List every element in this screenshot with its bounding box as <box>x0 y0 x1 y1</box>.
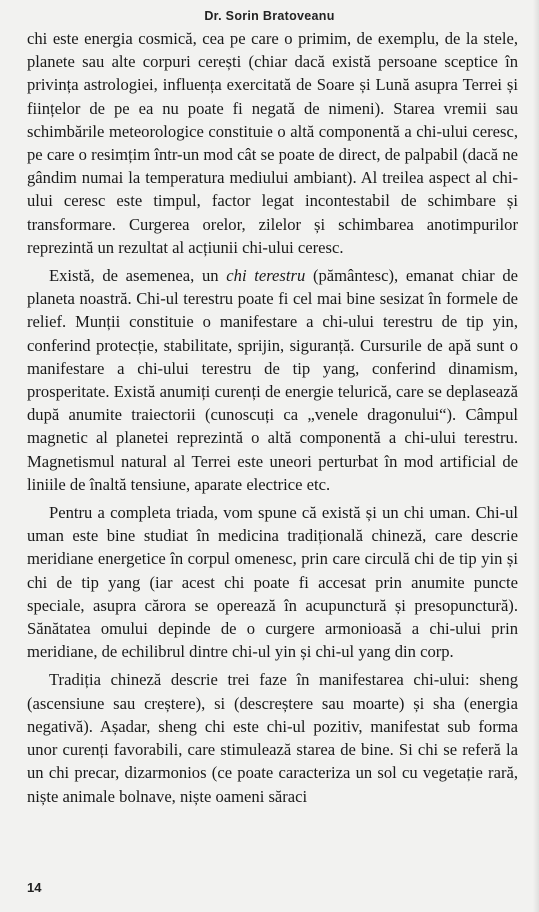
page-edge-shadow <box>533 0 539 912</box>
paragraph-three-phases: Tradiția chineză descrie trei faze în manifestarea chi-ului: sheng (ascensiune sau creștere), si (descreștere sau moarte) și sha (energia negativă). Așadar, sheng chi este chi-ul pozitiv, manifestat sub forma unor curenți favorabili, care stimulează starea de bine. Si chi se referă la un chi precar, dizarmonios (ce poate caracteriza un sol cu vegetație rară, niște animale bolnave, niște oameni săraci <box>27 670 518 806</box>
paragraph-human-chi: Pentru a completa triada, vom spune că există și un chi uman. Chi-ul uman este bine studiat în medicina tradițională chineză, care descrie meridiane energetice în corpul omenesc, prin care circulă chi de tip yin și chi de tip yang (iar acest chi poate fi accesat prin anumite puncte speciale, asupra cărora se operează în acupunctură și presopunctură). Sănătatea omului depinde de o curgere armonioasă a chi-ului prin meridiane, de echilibrul dintre chi-ul yin și chi-ul yang din corp. <box>27 503 518 662</box>
term-chi-terestru: chi terestru <box>226 266 306 286</box>
body-text <box>27 27 518 808</box>
page-number: 14 <box>27 880 42 895</box>
paragraph-terrestrial-chi <box>27 264 518 496</box>
running-head: Dr. Sorin Bratoveanu <box>204 9 335 23</box>
paragraph-text-after: (pământesc), emanat chiar de planeta noastră. Chi-ul terestru poate fi cel mai bine sesizat în formele de relief. Munții constituie o manifestare a chi-ului terestru de tip yin, conferind protecție, stabilitate, sprijin, siguranță. Cursurile de apă sunt o manifestare a chi-ului terestru de tip yang, conferind dinamism, prosperitate. Există anumiți curenți de energie telurică, care se deplasează după anumite traiectorii (cunoscuți ca „venele dragonului“). Câmpul magnetic al planetei reprezintă o altă componentă a chi-ului terestru. Magnetismul natural al Terrei este uneori perturbat în mod artificial de liniile de înaltă tensiune, aparate electrice etc. <box>27 266 518 494</box>
paragraph-celestial-chi: chi este energia cosmică, cea pe care o primim, de exemplu, de la stele, planete sau alte corpuri cerești (chiar dacă există persoane sceptice în privința astrologiei, influența exercitată de Soare și Lună asupra Terrei și ființelor de pe ea nu poate fi negată de nimeni). Starea vremii sau schimbările meteorologice constituie o altă componentă a chi-ului ceresc, pe care o resimțim într-un mod cât se poate de direct, de palpabil (dacă ne gândim numai la temperatura mediului ambiant). Al treilea aspect al chi-ului ceresc este timpul, factor legat incontestabil de schimbare și transformare. Curgerea orelor, zilelor și schimbarea anotimpurilor reprezintă un rezultat al acțiunii chi-ului ceresc. <box>27 29 518 257</box>
paragraph-text-before: Există, de asemenea, un <box>49 266 227 286</box>
